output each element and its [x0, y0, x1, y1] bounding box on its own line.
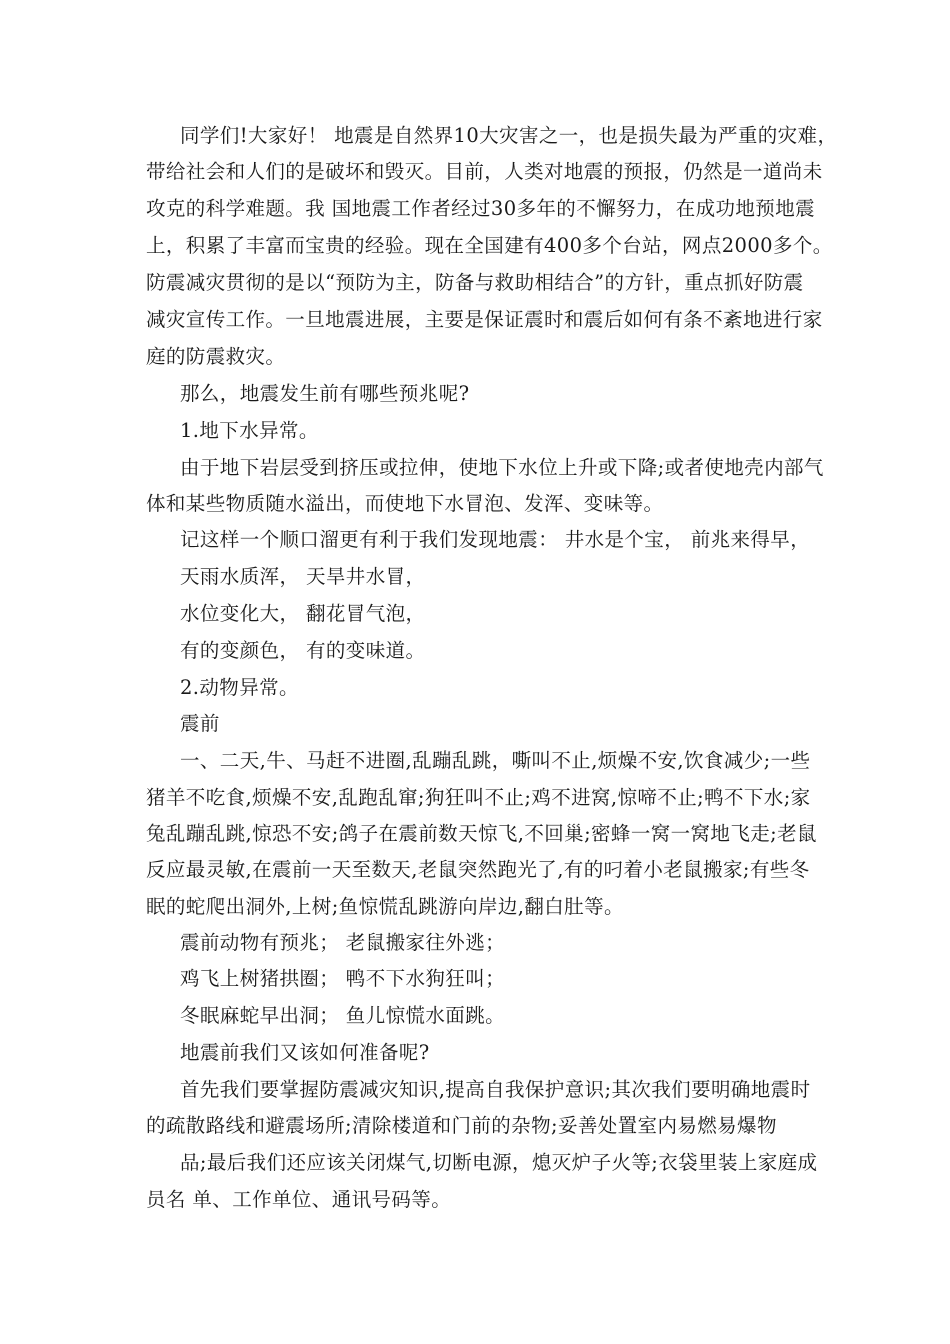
text-line: 攻克的科学难题。我 国地震工作者经过30多年的不懈努力，在成功地预地震 — [146, 197, 816, 220]
text-line: 兔乱蹦乱跳,惊恐不安;鸽子在震前数天惊飞,不回巢;密蜂一窝一窝地飞走;老鼠 — [146, 822, 817, 845]
text-line: 防震减灾贯彻的是以“预防为主，防备与救助相结合”的方针，重点抓好防震 — [146, 271, 804, 294]
text-line: 鸡飞上树猪拱圈； 鸭不下水狗狂叫； — [180, 967, 505, 990]
text-line: 的疏散路线和避震场所;清除楼道和门前的杂物;妥善处置室内易燃易爆物 — [146, 1114, 777, 1137]
text-line: 1.地下水异常。 — [180, 419, 319, 442]
text-line: 猪羊不吃食,烦燥不安,乱跑乱窜;狗狂叫不止;鸡不进窝,惊啼不止;鸭不下水;家 — [146, 786, 811, 809]
text-line: 品;最后我们还应该关闭煤气,切断电源，熄灭炉子火等;衣袋里装上家庭成 — [180, 1151, 818, 1174]
text-line: 眠的蛇爬出洞外,上树;鱼惊慌乱跳游向岸边,翻白肚等。 — [146, 895, 624, 918]
text-line: 同学们!大家好！ 地震是自然界10大灾害之一，也是损失最为严重的灾难， — [180, 124, 838, 147]
text-line: 记这样一个顺口溜更有利于我们发现地震： 井水是个宝， 前兆来得早， — [180, 528, 811, 551]
text-line: 2.动物异常。 — [180, 676, 299, 699]
text-line: 反应最灵敏,在震前一天至数天,老鼠突然跑光了,有的叼着小老鼠搬家;有些冬 — [146, 858, 810, 881]
text-line: 水位变化大， 翻花冒气泡， — [180, 602, 426, 625]
text-line: 庭的防震救灾。 — [146, 345, 286, 368]
text-line: 震前 — [180, 712, 220, 735]
text-line: 带给社会和人们的是破坏和毁灭。目前，人类对地震的预报，仍然是一道尚未 — [146, 160, 823, 183]
text-line: 减灾宣传工作。一旦地震进展，主要是保证震时和震后如何有条不紊地进行家 — [146, 308, 823, 331]
text-line: 地震前我们又该如何准备呢? — [180, 1041, 430, 1064]
text-line: 那么，地震发生前有哪些预兆呢? — [180, 382, 470, 405]
text-line: 震前动物有预兆； 老鼠搬家往外逃； — [180, 931, 505, 954]
text-line: 天雨水质浑， 天旱井水冒， — [180, 565, 426, 588]
text-line: 由于地下岩层受到挤压或拉伸，使地下水位上升或下降;或者使地壳内部气 — [180, 456, 824, 479]
text-line: 一、二天,牛、马赶不进圈,乱蹦乱跳，嘶叫不止,烦燥不安,饮食减少;一些 — [180, 749, 811, 772]
text-line: 首先我们要掌握防震减灾知识,提高自我保护意识;其次我们要明确地震时 — [180, 1078, 811, 1101]
text-line: 上，积累了丰富而宝贵的经验。现在全国建有400多个台站，网点2000多个。 — [146, 234, 833, 257]
text-line: 体和某些物质随水溢出，而使地下水冒泡、发浑、变味等。 — [146, 492, 664, 515]
text-line: 冬眠麻蛇早出洞； 鱼儿惊慌水面跳。 — [180, 1004, 505, 1027]
text-line: 有的变颜色， 有的变味道。 — [180, 639, 426, 662]
text-line: 员名 单、工作单位、通讯号码等。 — [146, 1188, 452, 1211]
